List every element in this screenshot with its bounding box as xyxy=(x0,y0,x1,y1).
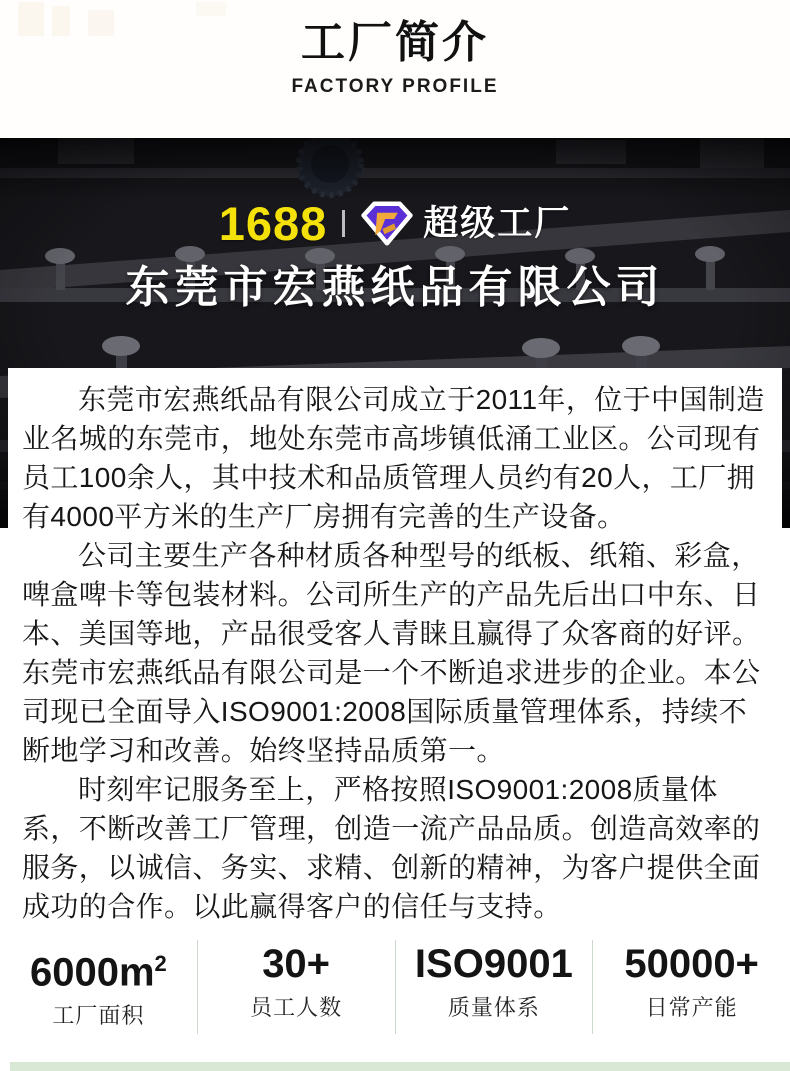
super-factory-badge xyxy=(360,200,571,247)
logo-1688: 1688 xyxy=(218,196,328,250)
stat-label: 工厂面积 xyxy=(52,1003,145,1029)
stat-label: 质量体系 xyxy=(447,995,540,1020)
factory-profile-text-box xyxy=(8,368,782,926)
brand-row xyxy=(0,196,790,250)
stat-quality-system xyxy=(396,940,594,1034)
super-factory-label: 超级工厂 xyxy=(423,203,572,243)
profile-paragraph: 公司主要生产各种材质各种型号的纸板、纸箱、彩盒，啤盒啤卡等包装材料。公司所生产的产品先后出口中东、日本、美国等地，产品很受客人青睐且赢得了众客商的好评。 xyxy=(22,540,761,649)
page-subtitle: FACTORY PROFILE xyxy=(291,76,499,97)
stat-label: 员工人数 xyxy=(250,995,343,1020)
stat-superscript: 2 xyxy=(154,951,167,976)
stat-employees xyxy=(198,940,396,1034)
stat-value: 30+ xyxy=(262,942,331,986)
footer-accent-band xyxy=(10,1062,790,1071)
faint-watermark-artifact xyxy=(18,2,44,36)
stat-value: 50000+ xyxy=(624,942,759,986)
section-header xyxy=(0,0,790,138)
faint-watermark-artifact xyxy=(88,10,114,36)
profile-paragraph: 东莞市宏燕纸品有限公司是一个不断追求进步的企业。本公司现已全面导入ISO9001:2008国际质量管理体系，持续不断地学习和改善。始终坚持品质第一。 xyxy=(22,657,761,766)
stat-factory-area xyxy=(0,940,198,1034)
profile-paragraph: 时刻牢记服务至上，严格按照ISO9001:2008质量体系，不断改善工厂管理，创造一流产品品质。创造高效率的服务，以诚信、务实、求精、创新的精神，为客户提供全面成功的合作。以此赢得客户的信任与支持。 xyxy=(22,774,761,922)
page-title: 工厂简介 xyxy=(301,18,489,67)
stat-value: 6000m xyxy=(29,950,155,995)
company-name: 东莞市宏燕纸品有限公司 xyxy=(125,263,665,312)
brand-separator xyxy=(342,210,345,237)
super-factory-diamond-icon xyxy=(360,200,414,247)
faint-watermark-artifact xyxy=(52,6,70,36)
profile-paragraph: 东莞市宏燕纸品有限公司成立于2011年，位于中国制造业名城的东莞市，地处东莞市高埗镇低涌工业区。公司现有员工100余人，其中技术和品质管理人员约有20人，工厂拥有4000平方米的生产厂房拥有完善的生产设备。 xyxy=(22,384,765,532)
factory-stats-row xyxy=(0,940,790,1034)
stat-daily-capacity xyxy=(593,940,790,1034)
stat-value: ISO9001 xyxy=(414,942,573,986)
faint-watermark-artifact xyxy=(196,2,226,16)
stat-label: 日常产能 xyxy=(645,995,738,1020)
